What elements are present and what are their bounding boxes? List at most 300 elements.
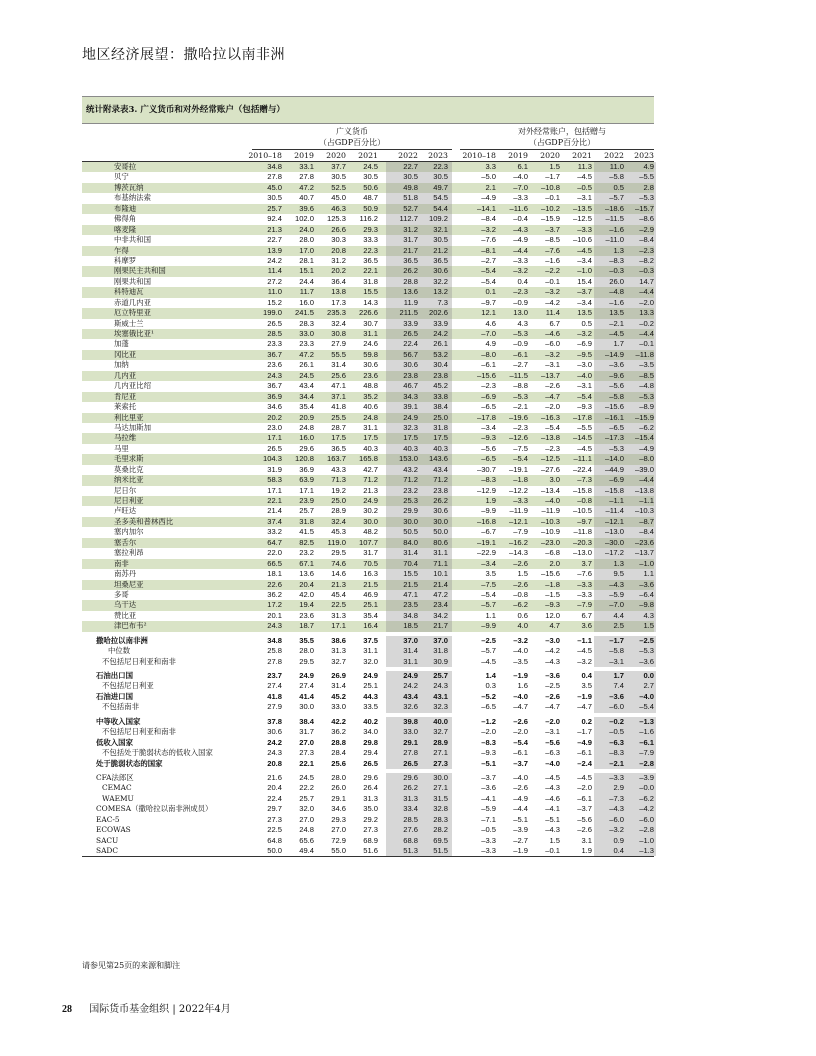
table-cell: 45.2 [433,381,448,391]
row-label: COMESA（撒哈拉以南非洲成员） [96,804,213,814]
table-cell: –10.3 [540,516,560,526]
table-cell: 14.6 [331,569,346,579]
table-cell: –0.2 [609,716,624,726]
table-cell: –2.0 [545,402,560,412]
table-cell: 31.3 [331,610,346,620]
table-row [82,611,654,621]
table-cell: 46.7 [403,381,418,391]
table-row [82,214,654,224]
table-cell: 1.1 [643,569,654,579]
table-row [82,538,654,548]
table-cell: –4.0 [513,646,528,656]
table-cell: –2.6 [513,716,528,726]
table-cell: –13.5 [572,203,592,213]
table-cell: –13.7 [634,548,654,558]
table-cell: 31.4 [331,360,346,370]
table-cell: 202.6 [428,308,448,318]
table-cell: 22.6 [267,579,282,589]
table-cell: –2.3 [513,287,528,297]
table-cell: –4.1 [481,793,496,803]
table-cell: 36.4 [331,276,346,286]
table-cell: –3.2 [545,349,560,359]
table-cell: 16.0 [299,433,314,443]
table-cell: –5.8 [609,172,624,182]
table-cell: 0.4 [517,276,528,286]
table-cell: 26.5 [267,318,282,328]
table-cell: 27.2 [267,276,282,286]
table-row [82,671,654,681]
table-cell: 11.7 [299,287,314,297]
table-cell: –10.5 [572,506,592,516]
table-cell: 49.8 [403,182,418,192]
table-cell: 71.2 [363,475,378,485]
table-cell: 29.6 [363,772,378,782]
table-body [82,162,654,856]
page-footer [62,1000,231,1015]
table-cell: 24.2 [403,681,418,691]
table-cell: 22.2 [299,783,314,793]
table-cell: 37.0 [403,635,418,645]
table-cell: 30.6 [403,360,418,370]
table-row [82,738,654,748]
table-cell: –20.3 [572,537,592,547]
row-label: 布基纳法索 [114,193,151,203]
table-cell: –1.8 [513,475,528,485]
table-cell: 3.3 [485,162,496,171]
table-cell: –5.3 [609,443,624,453]
table-cell: 32.0 [299,804,314,814]
table-cell: –11.9 [541,506,560,516]
table-cell: 35.4 [299,402,314,412]
table-cell: 4.9 [485,339,496,349]
table-cell: 2.5 [613,621,624,631]
table-cell: –12.2 [508,485,528,495]
table-cell: –4.3 [513,224,528,234]
row-label: ECOWAS [96,825,131,835]
table-cell: 45.0 [331,193,346,203]
table-cell: 3.5 [581,681,592,691]
table-cell: –3.9 [639,772,654,782]
table-cell: –4.3 [609,804,624,814]
row-label: CEMAC [102,783,132,793]
table-cell: –6.5 [481,454,496,464]
table-cell: 15.2 [267,297,282,307]
table-cell: –5.3 [639,646,654,656]
table-row [82,381,654,391]
table-cell: –0.5 [577,182,592,192]
table-cell: 63.9 [299,475,314,485]
table-cell: –17.3 [604,433,624,443]
table-cell: 47.1 [403,589,418,599]
table-cell: –6.1 [513,748,528,758]
table-cell: –8.8 [513,381,528,391]
table-cell: 1.3 [613,245,624,255]
table-cell: –3.7 [577,287,592,297]
table-cell: –3.2 [513,266,528,276]
table-cell: 36.9 [267,391,282,401]
table-cell: 13.5 [577,308,592,318]
table-cell: 82.5 [299,537,314,547]
table-cell: –15.9 [634,412,654,422]
table-cell: –8.5 [545,235,560,245]
table-cell: 30.5 [403,172,418,182]
table-cell: –12.5 [572,214,592,224]
table-cell: 50.5 [403,527,418,537]
year-header-cell: 2019 [508,151,528,160]
table-cell: 0.6 [517,610,528,620]
table-cell: 241.5 [294,308,314,318]
table-cell: 27.0 [299,737,314,747]
row-label: 南非 [114,558,129,568]
table-cell: 16.3 [363,569,378,579]
table-cell: 1.4 [485,671,496,680]
row-label: 科特迪瓦 [114,287,144,297]
page-number: 28 [62,1004,72,1015]
table-cell: 15.5 [403,569,418,579]
table-cell: –3.3 [513,255,528,265]
table-cell: –3.7 [545,224,560,234]
table-cell: 31.2 [403,224,418,234]
table-cell: –0.2 [639,318,654,328]
table-cell: 47.2 [433,589,448,599]
table-cell: 11.9 [403,297,418,307]
table-cell: –4.6 [545,329,560,338]
table-cell: –4.5 [577,172,592,182]
table-cell: –0.5 [609,727,624,737]
table-cell: 46.3 [331,203,346,213]
table-cell: 35.4 [363,610,378,620]
table-cell: 6.1 [517,162,528,171]
table-cell: 24.2 [433,329,448,338]
table-cell: 70.5 [363,558,378,568]
table-cell: –6.1 [577,793,592,803]
table-cell: 4.3 [643,610,654,620]
table-cell: 68.8 [403,835,418,845]
table-cell: –15.7 [634,203,654,213]
table-cell: 17.5 [403,433,418,443]
table-cell: 26.6 [331,224,346,234]
table-row [82,717,654,727]
table-cell: –23.0 [540,537,560,547]
table-cell: 27.1 [433,748,448,758]
row-label: 佛得角 [114,214,137,224]
table-cell: –2.6 [545,381,560,391]
table-cell: –4.4 [513,804,528,814]
table-cell: –6.5 [481,402,496,412]
table-cell: 43.2 [403,464,418,474]
table-cell: –3.3 [513,193,528,203]
table-cell: –5.3 [513,329,528,338]
table-cell: –4.5 [609,329,624,338]
table-cell: –5.5 [639,172,654,182]
table-cell: 29.7 [267,804,282,814]
table-cell: 6.7 [581,610,592,620]
table-cell: –3.3 [577,224,592,234]
table-cell: 30.6 [267,727,282,737]
table-row [82,825,654,835]
table-cell: –11.1 [573,454,592,464]
table-cell: –4.4 [639,329,654,338]
table-cell: 40.6 [363,402,378,412]
table-cell: 24.0 [299,224,314,234]
table-cell: 24.9 [363,671,378,680]
table-cell: –12.1 [508,516,528,526]
table-cell: 29.2 [363,814,378,824]
table-row [82,646,654,656]
table-cell: 71.3 [331,475,346,485]
table-cell: 0.4 [581,671,592,680]
table-cell: 16.0 [299,297,314,307]
table-cell: –14.5 [572,433,592,443]
table-cell: 1.3 [613,558,624,568]
table-cell: 35.5 [299,635,314,645]
table-cell: 28.7 [331,422,346,432]
row-label: 赤道几内亚 [114,297,151,307]
table-cell: 40.0 [433,716,448,726]
table-cell: –4.0 [545,496,560,505]
table-cell: –3.2 [513,635,528,645]
table-cell: –22.4 [572,464,592,474]
table-cell: –2.4 [577,758,592,768]
table-cell: 30.5 [433,172,448,182]
table-cell: –2.6 [577,825,592,835]
table-cell: 17.1 [267,433,282,443]
table-cell: –3.4 [481,558,496,568]
table-cell: 40.7 [299,193,314,203]
year-header-row [82,150,654,162]
table-cell: 25.1 [363,600,378,610]
table-cell: –4.2 [639,804,654,814]
table-cell: –5.7 [481,600,496,610]
table-cell: 30.3 [331,235,346,245]
table-cell: –3.6 [639,579,654,589]
table-cell: 27.0 [299,814,314,824]
table-cell: 20.9 [299,412,314,422]
table-cell: 23.7 [267,671,282,680]
table-cell: 28.5 [267,329,282,338]
table-cell: 28.5 [403,814,418,824]
table-cell: 30.6 [363,360,378,370]
table-cell: –5.7 [481,646,496,656]
table-cell: –9.7 [577,516,592,526]
table-cell: 32.8 [433,804,448,814]
table-cell: 27.8 [299,172,314,182]
table-cell: 24.5 [299,370,314,380]
table-cell: 27.8 [267,172,282,182]
table-cell: –11.0 [605,235,624,245]
table-cell: 42.2 [331,716,346,726]
table-cell: 35.0 [363,804,378,814]
table-cell: 28.3 [299,318,314,328]
table-row [82,413,654,423]
group-current-account-unit: （占GDP百分比） [528,138,596,147]
table-cell: –1.9 [577,691,592,701]
table-cell: –2.6 [513,558,528,568]
table-cell: 0.3 [485,681,496,691]
table-cell: 30.8 [331,329,346,338]
table-cell: 22.4 [403,339,418,349]
table-cell: 23.8 [433,485,448,495]
table-cell: –17.8 [476,412,496,422]
table-cell: 22.5 [331,600,346,610]
table-cell: 67.1 [299,558,314,568]
table-cell: 80.6 [433,537,448,547]
table-row [82,256,654,266]
table-cell: –1.0 [639,835,654,845]
table-cell: –15.6 [604,402,624,412]
table-cell: –14.3 [508,548,528,558]
table-cell: 50.9 [363,203,378,213]
table-cell: 31.1 [363,329,378,338]
table-cell: 30.6 [433,266,448,276]
table-cell: –10.3 [634,506,654,516]
table-cell: –4.0 [545,758,560,768]
table-cell: 120.8 [294,454,314,464]
year-header-cell: 2010–18 [248,151,282,160]
table-cell: 22.4 [267,793,282,803]
table-cell: 153.0 [398,454,418,464]
table-cell: –10.9 [540,527,560,537]
table-cell: 38.4 [299,716,314,726]
table-cell: 30.9 [433,656,448,666]
row-label: 利比里亚 [114,412,144,422]
table-cell: –12.1 [604,516,624,526]
table-cell: 1.5 [549,162,560,171]
table-cell: –11.4 [605,506,624,516]
table-cell: –9.3 [481,748,496,758]
table-cell: 31.1 [433,548,448,558]
table-cell: –5.0 [481,172,496,182]
table-cell: –3.3 [513,496,528,505]
table-cell: 11.3 [577,162,592,171]
table-cell: –14.0 [604,454,624,464]
table-cell: –2.6 [545,691,560,701]
table-cell: –12.6 [508,433,528,443]
row-label: 中位数 [108,646,131,656]
table-cell: 27.9 [331,339,346,349]
table-cell: 1.6 [517,681,528,691]
table-cell: 21.3 [267,224,282,234]
table-cell: 31.8 [363,276,378,286]
table-cell: 37.1 [331,391,346,401]
table-cell: –2.1 [513,402,528,412]
table-cell: 37.8 [267,716,282,726]
table-cell: –4.5 [481,656,496,666]
table-cell: 36.2 [267,589,282,599]
table-cell: –13.8 [634,485,654,495]
table-cell: 46.9 [363,589,378,599]
table-cell: 11.0 [267,287,282,297]
row-label: 不包括处于脆弱状态的低收入国家 [102,748,213,758]
row-label: 肯尼亚 [114,391,137,401]
table-cell: –5.5 [577,422,592,432]
table-cell: 13.6 [299,569,314,579]
table-cell: 31.3 [363,793,378,803]
row-label: CFA法郎区 [96,772,134,782]
table-cell: –3.6 [481,783,496,793]
row-label: 卢旺达 [114,506,137,516]
table-cell: 23.3 [267,339,282,349]
table-cell: –7.3 [577,475,592,485]
table-cell: –6.0 [639,814,654,824]
table-cell: –1.0 [577,266,592,276]
table-cell: –1.3 [639,846,654,855]
group-broad-money [252,126,452,148]
table-row [82,172,654,182]
table-cell: –2.5 [481,635,496,645]
table-cell: 45.4 [331,589,346,599]
table-cell: –7.3 [609,793,624,803]
table-cell: –3.4 [481,422,496,432]
table-cell: 45.2 [331,691,346,701]
table-cell: –3.4 [577,255,592,265]
table-cell: 22.0 [267,548,282,558]
table-cell: 20.2 [331,266,346,276]
table-cell: –5.9 [481,804,496,814]
table-cell: –8.3 [609,748,624,758]
group-current-account-title: 对外经常账户，包括赠与 [518,127,606,136]
row-label: 石油进口国 [96,691,133,701]
table-cell: 32.3 [433,702,448,712]
row-label: 毛里求斯 [114,454,144,464]
table-cell: –1.1 [577,635,592,645]
table-cell: –5.6 [481,443,496,453]
table-cell: 40.3 [403,443,418,453]
row-label: 加纳 [114,360,129,370]
table-cell: 33.2 [267,527,282,537]
row-label: 不包括尼日利亚和南非 [102,656,176,666]
table-cell: 34.8 [267,162,282,171]
table-cell: –5.9 [609,589,624,599]
table-cell: 37.0 [433,635,448,645]
table-cell: 32.6 [403,702,418,712]
table-cell: –3.2 [545,287,560,297]
table-cell: 2.9 [613,783,624,793]
table-cell: 4.9 [643,162,654,171]
table-cell: –0.1 [545,846,560,855]
year-header-cell: 2020 [326,151,346,160]
table-cell: 211.5 [399,308,418,318]
table-cell: –4.0 [513,172,528,182]
table-cell: 34.0 [363,727,378,737]
table-cell: 143.6 [428,454,448,464]
table-cell: –5.2 [481,691,496,701]
table-cell: –9.3 [577,402,592,412]
table-cell: –5.8 [609,391,624,401]
table-cell: –5.3 [639,391,654,401]
table-cell: 24.2 [267,255,282,265]
table-cell: 14.3 [363,297,378,307]
table-row [82,183,654,193]
table-cell: 48.7 [363,193,378,203]
table-row [82,423,654,433]
row-label: 马达加斯加 [114,422,151,432]
table-cell: –1.6 [609,297,624,307]
table-cell: 31.4 [403,646,418,656]
table-cell: –6.1 [639,737,654,747]
table-cell: –6.9 [577,339,592,349]
table-cell: 102.0 [294,214,314,224]
table-cell: –39.0 [634,464,654,474]
table-cell: –8.0 [481,349,496,359]
table-row [82,794,654,804]
table-cell: 68.9 [363,835,378,845]
table-cell: –1.1 [639,496,654,505]
table-cell: 24.5 [363,162,378,171]
table-cell: 51.8 [403,193,418,203]
table-cell: 27.4 [267,681,282,691]
table-cell: 55.5 [331,349,346,359]
